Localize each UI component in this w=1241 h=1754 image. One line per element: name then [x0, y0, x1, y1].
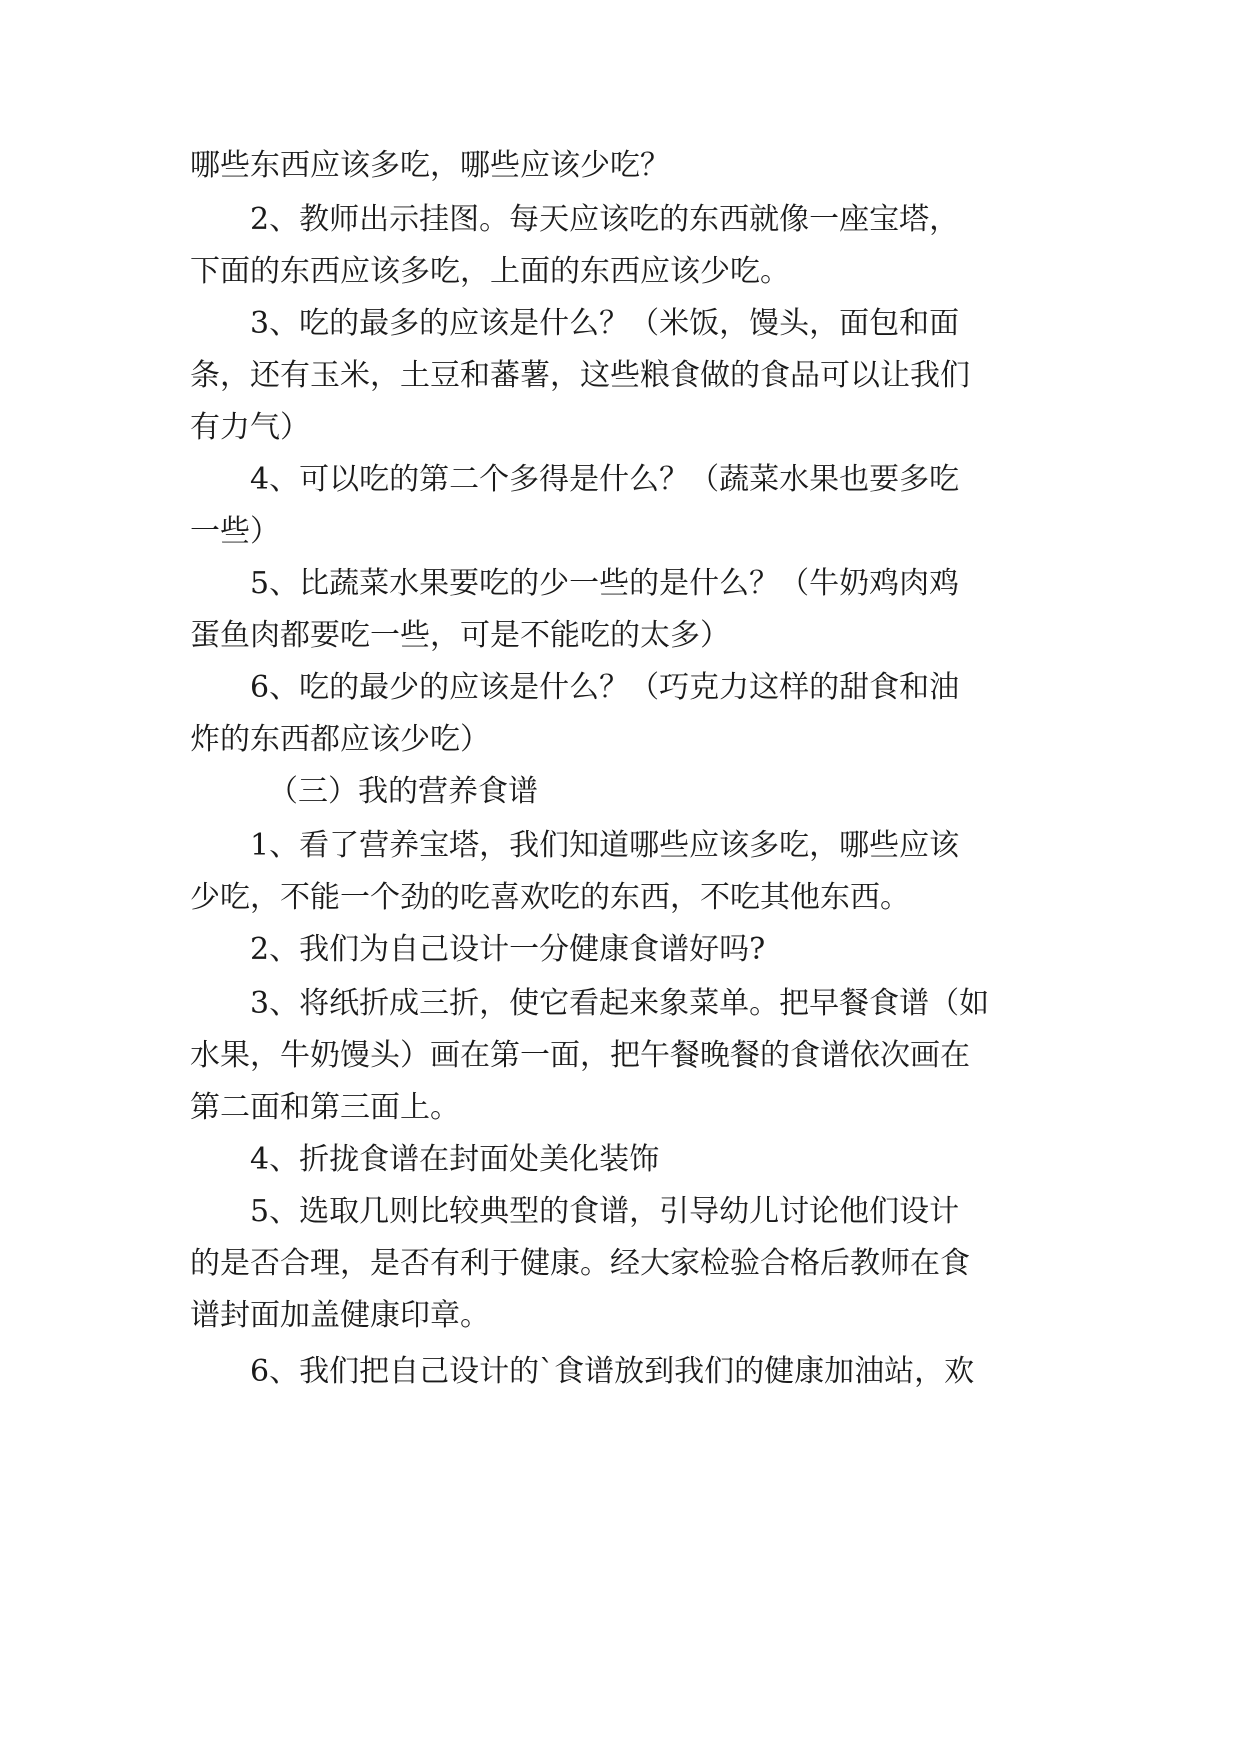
menu-step-5-line-1: 5、选取几则比较典型的食谱，引导幼儿讨论他们设计 [250, 1194, 960, 1229]
paragraph-3-line-2: 条，还有玉米，土豆和蕃薯，这些粮食做的食品可以让我们 [190, 358, 970, 393]
paragraph-4-line-2: 一些） [190, 514, 280, 549]
paragraph-6-line-1: 6、吃的最少的应该是什么？（巧克力这样的甜食和油 [250, 670, 960, 705]
menu-step-6-line-1: 6、我们把自己设计的`食谱放到我们的健康加油站，欢 [250, 1354, 975, 1389]
paragraph-5-line-1: 5、比蔬菜水果要吃的少一些的是什么？（牛奶鸡肉鸡 [250, 566, 960, 601]
menu-step-1-line-2: 少吃，不能一个劲的吃喜欢吃的东西，不吃其他东西。 [190, 880, 910, 915]
paragraph-6-line-2: 炸的东西都应该少吃） [190, 722, 490, 757]
menu-step-3-line-2: 水果，牛奶馒头）画在第一面，把午餐晚餐的食谱依次画在 [190, 1038, 970, 1073]
paragraph-3-line-1: 3、吃的最多的应该是什么？（米饭，馒头，面包和面 [250, 306, 960, 341]
menu-step-3-line-3: 第二面和第三面上。 [190, 1090, 460, 1125]
menu-step-3-line-1: 3、将纸折成三折，使它看起来象菜单。把早餐食谱（如 [250, 986, 990, 1021]
paragraph-3-line-3: 有力气） [190, 410, 310, 445]
paragraph-2-line-2: 下面的东西应该多吃，上面的东西应该少吃。 [190, 254, 790, 289]
paragraph-4-line-1: 4、可以吃的第二个多得是什么？（蔬菜水果也要多吃 [250, 462, 960, 497]
paragraph-2-line-1: 2、教师出示挂图。每天应该吃的东西就像一座宝塔， [250, 202, 960, 237]
menu-step-4: 4、折拢食谱在封面处美化装饰 [250, 1142, 660, 1177]
text-line: 哪些东西应该多吃，哪些应该少吃？ [190, 148, 670, 183]
paragraph-5-line-2: 蛋鱼肉都要吃一些，可是不能吃的太多） [190, 618, 730, 653]
menu-step-2: 2、我们为自己设计一分健康食谱好吗? [250, 932, 766, 967]
menu-step-1-line-1: 1、看了营养宝塔，我们知道哪些应该多吃，哪些应该 [250, 828, 960, 863]
menu-step-5-line-3: 谱封面加盖健康印章。 [190, 1298, 490, 1333]
section-heading: （三）我的营养食谱 [268, 774, 538, 809]
menu-step-5-line-2: 的是否合理，是否有利于健康。经大家检验合格后教师在食 [190, 1246, 970, 1281]
